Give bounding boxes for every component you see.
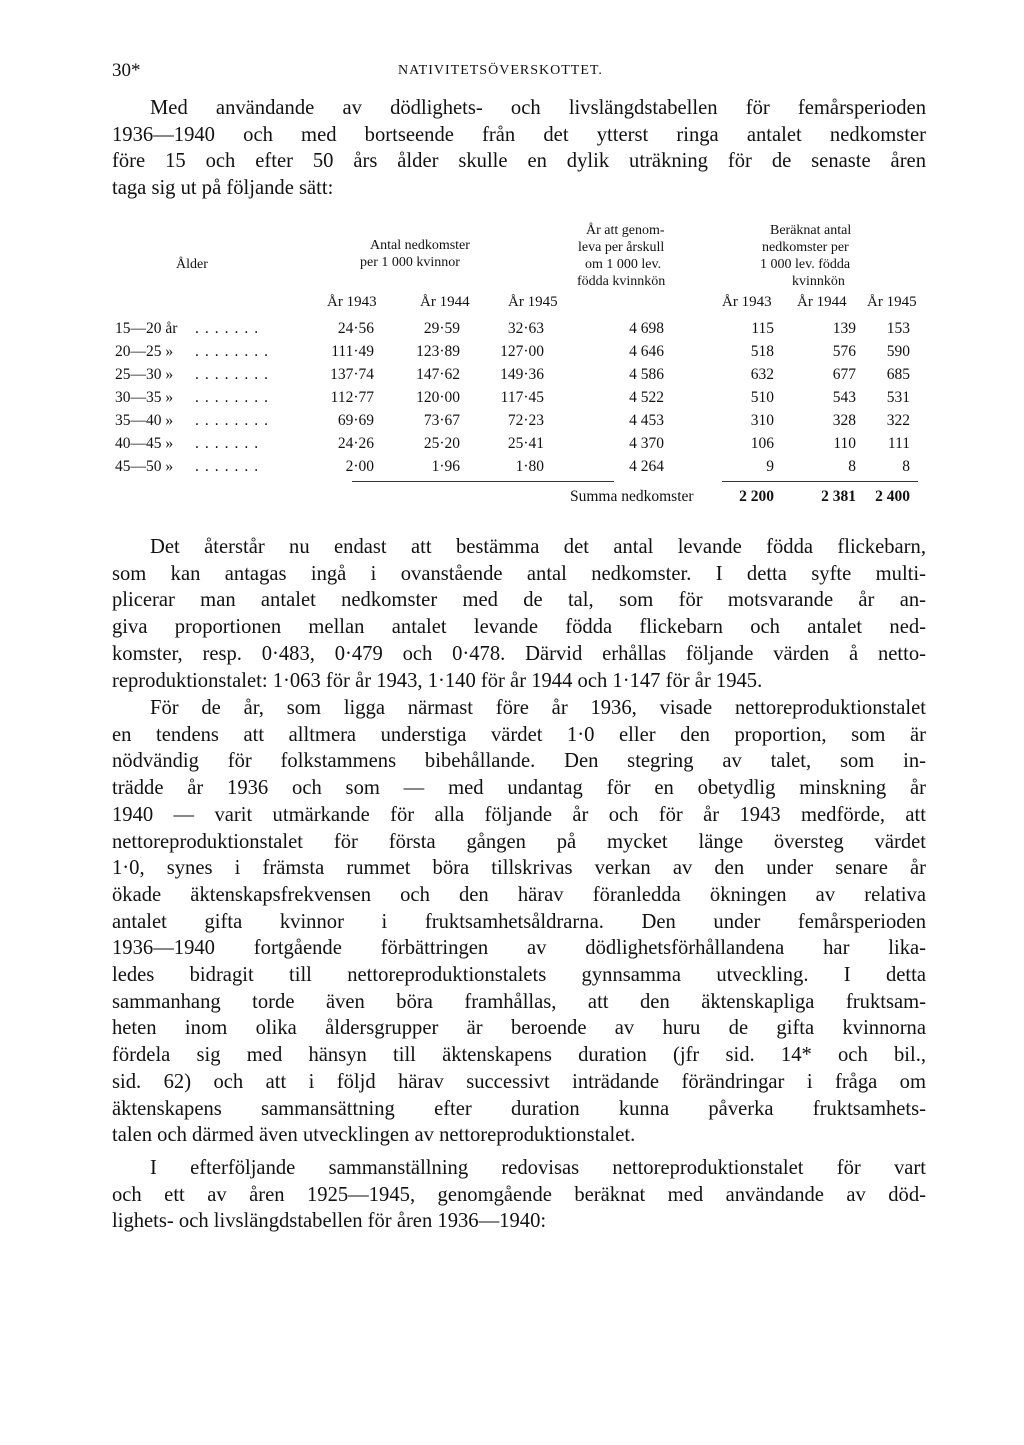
text-line: ledes bidragit till nettoreproduktionstalets gynnsamma utveckling. I detta — [112, 964, 926, 987]
cell-calc-1944: 576 — [832, 343, 856, 360]
cell-calc-1943: 310 — [750, 412, 774, 429]
header-calc-line2: nedkomster per — [762, 240, 849, 255]
text-line: nettoreproduktionstalet för första gången på mycket länge översteg värdet — [112, 830, 926, 853]
cell-births-1944: 1·96 — [431, 458, 460, 475]
cell-births-1945: 25·41 — [507, 435, 544, 452]
cell-years: 4 586 — [629, 366, 664, 383]
header-calc-line4: kvinnkön — [792, 274, 845, 289]
cell-calc-1944: 328 — [832, 412, 856, 429]
text-line: antalet gifta kvinnor i fruktsamhetsåldrarna. Den under femårsperioden — [112, 910, 926, 933]
cell-years: 4 264 — [629, 458, 664, 475]
header-calc-line3: 1 000 lev. födda — [760, 257, 851, 272]
paragraph — [112, 534, 926, 694]
cell-years: 4 698 — [629, 320, 664, 337]
cell-calc-1945: 153 — [886, 320, 910, 337]
text-line: sid. 62) och att i följd härav successivt inträdande förändringar i fråga om — [112, 1070, 926, 1093]
row-age: 35—40 » — [115, 412, 174, 429]
text-line: giva proportionen mellan antalet levande födda flickebarn och antalet ned- — [112, 616, 926, 639]
row-age: 25—30 » — [115, 366, 174, 383]
cell-calc-1943: 106 — [750, 435, 774, 452]
sum-1944: 2 381 — [821, 488, 856, 505]
subheader-calc-1943: År 1943 — [722, 294, 772, 310]
text-line: och ett av åren 1925—1945, genomgående beräknat med användande av död- — [112, 1183, 926, 1206]
sum-1943: 2 200 — [739, 488, 774, 505]
row-age: 30—35 » — [115, 389, 174, 406]
cell-births-1944: 29·59 — [423, 320, 460, 337]
header-births-line1: Antal nedkomster — [370, 238, 470, 253]
text-line: 1·0, synes i främsta rummet böra tillskrivas verkan av den under senare år — [112, 857, 926, 880]
cell-births-1944: 147·62 — [416, 366, 460, 383]
text-line: en tendens att alltmera understiga värdet 1·0 eller den proportion, som är — [112, 723, 926, 746]
text-line: Med användande av dödlighets- och livslängdstabellen för femårsperioden — [150, 97, 926, 119]
table-rule — [352, 481, 614, 482]
cell-calc-1945: 322 — [886, 412, 910, 429]
header-years-line4: födda kvinnkön — [577, 274, 666, 289]
leader-dots: ........ — [195, 389, 274, 406]
leader-dots: ....... — [195, 435, 265, 452]
cell-births-1945: 149·36 — [500, 366, 544, 383]
text-line: nödvändig för folkstammens bibehållande. Den stegring av talet, som in- — [112, 750, 926, 773]
text-line: Det återstår nu endast att bestämma det antal levande födda flickebarn, — [150, 536, 926, 558]
header-years-line1: År att genom- — [586, 223, 665, 238]
text-line: 1936—1940 och med bortseende från det ytterst ringa antalet nedkomster — [112, 123, 926, 146]
row-age: 15—20 år — [115, 320, 178, 337]
cell-births-1944: 123·89 — [416, 343, 460, 360]
header-births-line2: per 1 000 kvinnor — [360, 255, 460, 270]
header-years-line2: leva per årskull — [578, 240, 665, 255]
text-line: äktenskapens sammansättning efter duration kunna påverka fruktsamhets- — [112, 1097, 926, 1120]
cell-calc-1943: 510 — [750, 389, 774, 406]
paragraph — [112, 1155, 926, 1235]
row-age: 40—45 » — [115, 435, 174, 452]
row-age: 45—50 » — [115, 458, 174, 475]
cell-calc-1944: 8 — [848, 458, 856, 475]
leader-dots: ....... — [195, 320, 265, 337]
cell-births-1945: 1·80 — [515, 458, 544, 475]
cell-years: 4 453 — [629, 412, 664, 429]
text-line: 1940 — varit utmärkande för alla följande år och för år 1943 medförde, att — [112, 803, 926, 826]
intro-paragraph — [112, 95, 926, 202]
text-line: lighets- och livslängdstabellen för åren 1936—1940: — [112, 1210, 547, 1233]
sum-1945: 2 400 — [875, 488, 910, 505]
cell-births-1944: 120·00 — [416, 389, 460, 406]
cell-births-1945: 32·63 — [507, 320, 544, 337]
text-line: före 15 och efter 50 års ålder skulle en dylik uträkning för de senaste åren — [112, 150, 926, 173]
subheader-calc-1945: År 1945 — [867, 294, 917, 310]
text-line: ökade äktenskapsfrekvensen och den härav föranledda ökningen av relativa — [112, 883, 926, 906]
text-line: trädde år 1936 och som — med undantag för en obetydlig minskning år — [112, 777, 926, 800]
text-line: heten inom olika åldersgrupper är beroende av huru de gifta kvinnorna — [112, 1017, 926, 1040]
cell-calc-1945: 8 — [902, 458, 910, 475]
header-calc-line1: Beräknat antal — [770, 223, 852, 238]
leader-dots: ........ — [195, 366, 274, 383]
cell-years: 4 370 — [629, 435, 664, 452]
cell-calc-1945: 531 — [886, 389, 910, 406]
row-age: 20—25 » — [115, 343, 174, 360]
header-age: Ålder — [176, 257, 208, 272]
leader-dots: ........ — [195, 343, 274, 360]
cell-calc-1944: 139 — [832, 320, 856, 337]
paragraph — [112, 695, 926, 1149]
subheader-births-1943: År 1943 — [327, 294, 377, 310]
cell-births-1943: 2·00 — [345, 458, 374, 475]
cell-calc-1943: 632 — [750, 366, 774, 383]
cell-calc-1943: 115 — [751, 320, 774, 337]
cell-births-1943: 112·77 — [330, 389, 374, 406]
text-line: sammanhang torde även böra framhållas, att den äktenskapliga fruktsam- — [112, 990, 926, 1013]
cell-calc-1945: 685 — [886, 366, 910, 383]
text-line: I efterföljande sammanställning redovisas nettoreproduktionstalet för vart — [150, 1157, 926, 1179]
cell-calc-1943: 9 — [766, 458, 774, 475]
header-years-line3: om 1 000 lev. — [585, 257, 662, 272]
cell-births-1943: 111·49 — [331, 343, 374, 360]
cell-births-1943: 24·26 — [337, 435, 374, 452]
subheader-calc-1944: År 1944 — [797, 294, 847, 310]
cell-years: 4 522 — [629, 389, 664, 406]
sum-label: Summa nedkomster — [570, 488, 694, 505]
cell-calc-1945: 111 — [887, 435, 910, 452]
text-line: taga sig ut på följande sätt: — [112, 177, 334, 200]
table-rule — [722, 481, 918, 482]
subheader-births-1945: År 1945 — [508, 294, 558, 310]
cell-births-1943: 24·56 — [337, 320, 374, 337]
cell-calc-1945: 590 — [886, 343, 910, 360]
cell-births-1945: 117·45 — [500, 389, 544, 406]
running-head: NATIVITETSÖVERSKOTTET. — [398, 63, 603, 78]
cell-calc-1944: 677 — [832, 366, 856, 383]
text-line: komster, resp. 0·483, 0·479 och 0·478. Därvid erhållas följande värden å netto- — [112, 642, 926, 665]
cell-calc-1944: 543 — [832, 389, 856, 406]
cell-births-1943: 69·69 — [337, 412, 374, 429]
cell-calc-1943: 518 — [750, 343, 774, 360]
cell-years: 4 646 — [629, 343, 664, 360]
leader-dots: ........ — [195, 412, 274, 429]
text-line: som kan antagas ingå i ovanstående antal nedkomster. I detta syfte multi- — [112, 562, 926, 585]
cell-births-1945: 127·00 — [500, 343, 544, 360]
subheader-births-1944: År 1944 — [420, 294, 470, 310]
cell-births-1943: 137·74 — [330, 366, 374, 383]
text-line: 1936—1940 fortgående förbättringen av dödlighetsförhållandena har lika- — [112, 937, 926, 960]
cell-calc-1944: 110 — [833, 435, 856, 452]
cell-births-1944: 25·20 — [423, 435, 460, 452]
page-number: 30* — [112, 60, 141, 81]
text-line: talen och därmed även utvecklingen av nettoreproduktionstalet. — [112, 1124, 636, 1147]
text-line: fördela sig med hänsyn till äktenskapens duration (jfr sid. 14* och bil., — [112, 1044, 926, 1067]
cell-births-1944: 73·67 — [423, 412, 460, 429]
cell-births-1945: 72·23 — [507, 412, 544, 429]
text-line: För de år, som ligga närmast före år 1936, visade nettoreproduktionstalet — [150, 697, 926, 719]
text-line: reproduktionstalet: 1·063 för år 1943, 1·140 för år 1944 och 1·147 för år 1945. — [112, 669, 763, 692]
leader-dots: ....... — [195, 458, 265, 475]
text-line: plicerar man antalet nedkomster med de tal, som för motsvarande år an- — [112, 589, 926, 612]
